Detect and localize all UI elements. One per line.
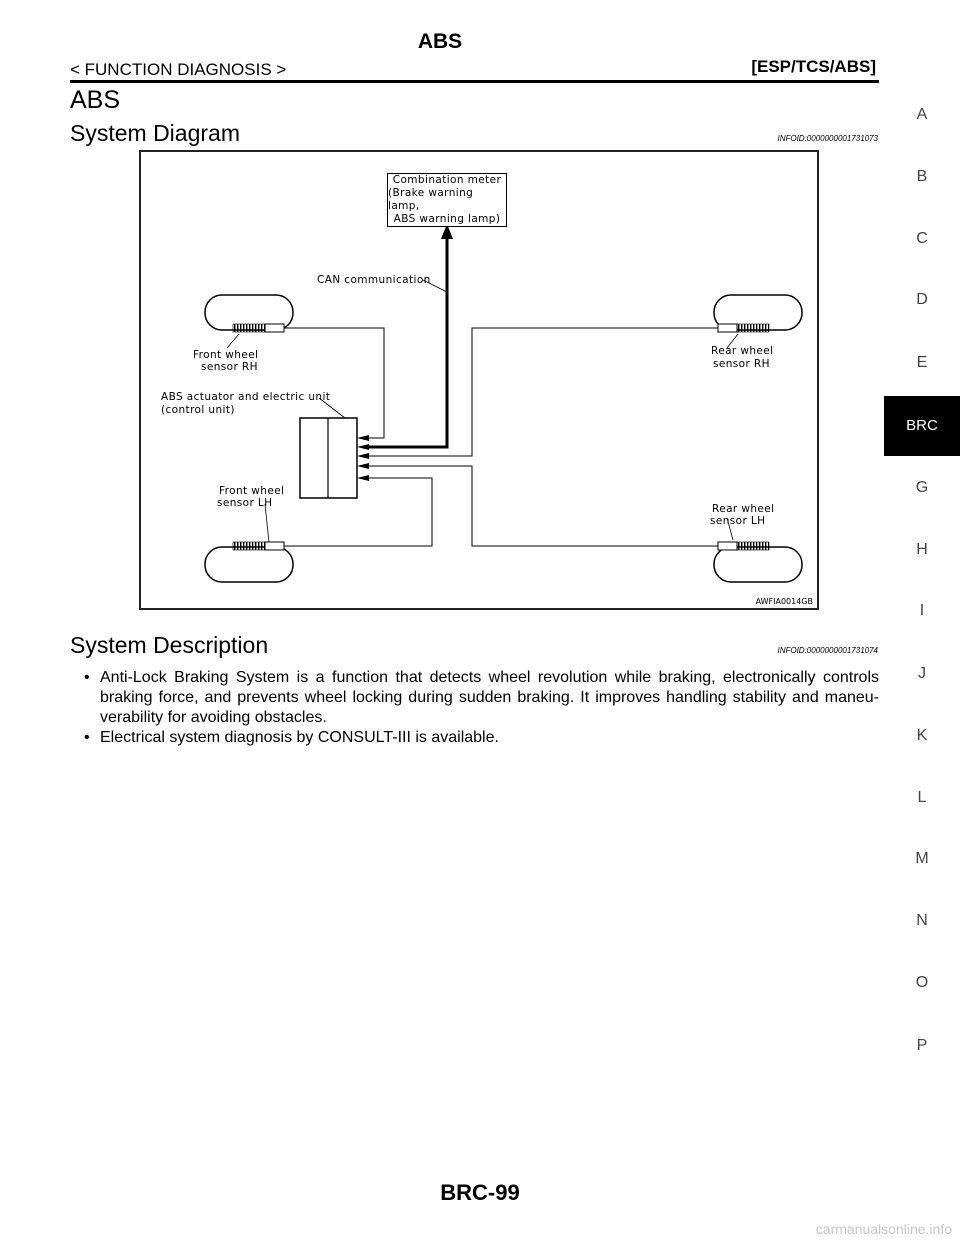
rear-lh-label-1: Rear wheel [712,503,775,515]
brake-warning-lamp-label: (Brake warning lamp, [388,187,474,212]
index-tab-a[interactable]: A [916,106,928,123]
section-title: ABS [70,86,121,114]
index-tab-d[interactable]: D [916,291,928,308]
figure-code: AWFIA0014GB [755,597,813,606]
front-rh-label-1: Front wheel [193,349,259,361]
index-tab-l[interactable]: L [917,789,927,806]
breadcrumb: < FUNCTION DIAGNOSIS > [70,60,287,79]
index-tab-brc-active[interactable]: BRC [884,396,960,456]
abs-system-diagram [139,150,819,610]
index-tab-o[interactable]: O [915,974,929,991]
rear-lh-tone-ring-icon [737,542,769,550]
system-description-infoid: INFOID:0000000001731074 [777,646,878,655]
index-tab-e[interactable]: E [916,354,928,371]
watermark: carmanualsonline.info [815,1221,952,1237]
can-communication-label: CAN communication [317,274,431,286]
index-tab-k[interactable]: K [916,727,928,744]
index-tab-p[interactable]: P [916,1037,928,1054]
system-description-heading: System Description [70,632,269,658]
rear-lh-label-2: sensor LH [710,515,766,527]
header-divider [70,80,879,83]
index-tab-n[interactable]: N [916,912,928,929]
front-lh-label-2: sensor LH [217,497,273,509]
front-wheel-lh-icon [205,547,293,582]
index-tab-h[interactable]: H [916,541,928,558]
index-tab-i[interactable]: I [919,602,925,619]
index-tab-j[interactable]: J [918,665,926,682]
front-rh-label-2: sensor RH [201,361,258,373]
description-bullet: • Electrical system diagnosis by CONSULT-III is available. [84,728,879,748]
front-rh-sensor-icon [265,324,284,332]
front-lh-tone-ring-icon [233,542,265,550]
system-diagram-heading: System Diagram [70,120,240,146]
front-rh-tone-ring-icon [233,324,265,332]
rear-wheel-lh-icon [714,547,802,582]
system-diagram-infoid: INFOID:0000000001731073 [777,134,878,143]
index-tab-c[interactable]: C [916,230,928,247]
abs-actuator-label-2: (control unit) [161,404,235,416]
abs-warning-lamp-label: ABS warning lamp) [393,213,501,225]
index-tab-m[interactable]: M [915,850,929,867]
rear-rh-label-2: sensor RH [713,358,770,370]
page-heading: ABS [417,30,463,53]
abs-actuator-label-1: ABS actuator and electric unit [161,391,331,403]
page-number: BRC-99 [440,1180,520,1205]
can-communication-line [363,232,447,447]
front-lh-sensor-icon [265,542,284,550]
front-lh-label-1: Front wheel [219,485,285,497]
combination-meter-box [387,173,507,227]
index-tab-b[interactable]: B [916,168,928,185]
rear-rh-sensor-icon [718,324,737,332]
rear-rh-label-1: Rear wheel [711,345,774,357]
rear-rh-wire [363,328,718,456]
description-bullet: • Anti-Lock Braking System is a function that detects wheel revolution while braking, electronically controls braking force, and prevents wheel locking during sudden braking. It improves handling stability and maneu-verability for avoiding obstacles. [84,668,879,728]
combination-meter-label: Combination meter [392,174,502,186]
rear-rh-tone-ring-icon [737,324,769,332]
index-tab-g[interactable]: G [915,479,929,496]
description-bullet-list [84,668,879,748]
section-tag: [ESP/TCS/ABS] [751,57,876,76]
rear-lh-sensor-icon [718,542,737,550]
